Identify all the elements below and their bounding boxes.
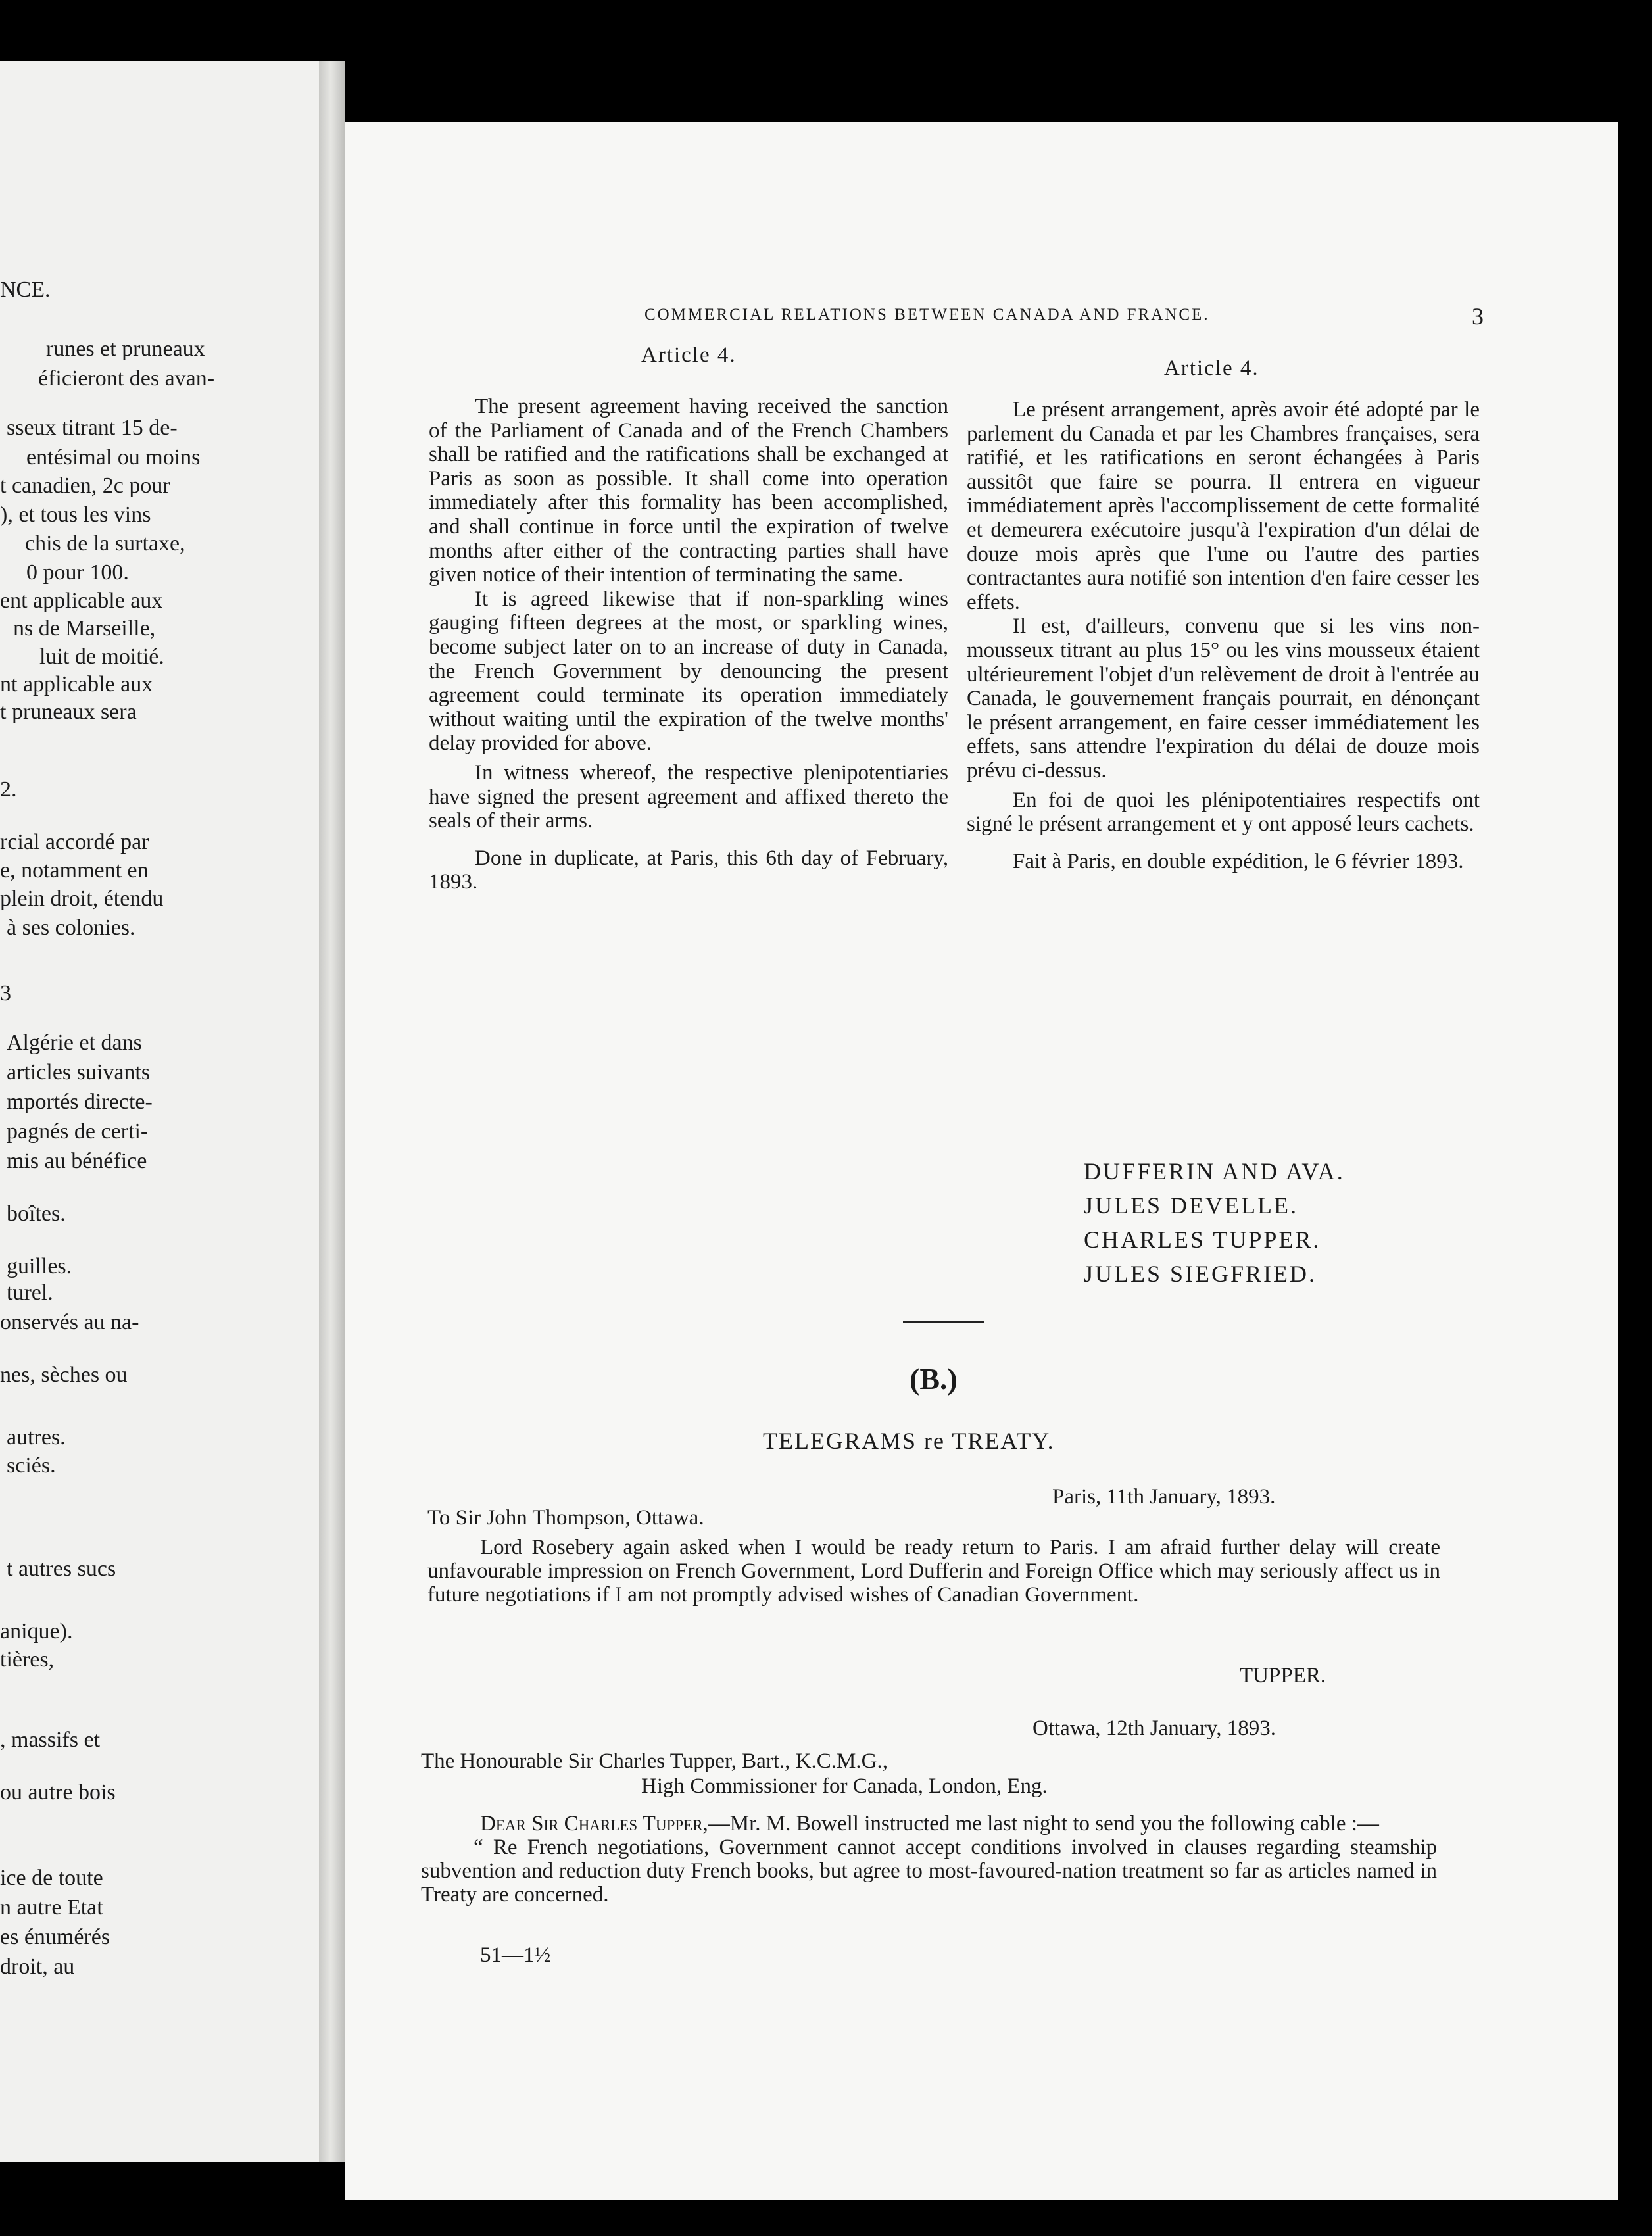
left-line: Algérie et dans xyxy=(7,1031,142,1055)
left-line: , massifs et xyxy=(0,1728,101,1752)
left-line: nt applicable aux xyxy=(0,672,153,696)
left-line: chis de la surtaxe, xyxy=(25,531,185,556)
english-paragraph: In witness whereof, the respective plenipotentiaries have signed the present agreement and affixed thereto the seals of their arms. xyxy=(429,760,948,833)
left-line: boîtes. xyxy=(7,1202,66,1226)
left-line: sciés. xyxy=(7,1453,56,1478)
section-label: (B.) xyxy=(910,1362,958,1396)
telegram-body-text: Lord Rosebery again asked when I would be ready return to Paris. I am afraid further delay will create unfavourable impression on French Government, Lord Dufferin and Foreign Office which may seriously affect us in future negotiations if I am not promptly advised wishes of Canadian Government. xyxy=(427,1536,1440,1607)
telegram-quote: “ Re French negotiations, Government cannot accept conditions involved in clauses regarding steamship subvention and reduction duty French books, but agree to most-favoured-nation treatment so far as articles named in Treaty are concerned. xyxy=(421,1835,1437,1907)
page-number: 3 xyxy=(1472,303,1484,329)
left-line: 3 xyxy=(0,981,11,1006)
left-line: mportés directe- xyxy=(7,1090,153,1114)
left-line: ), et tous les vins xyxy=(0,502,151,527)
telegram-dateline: Paris, 11th January, 1893. xyxy=(1052,1485,1276,1509)
telegram-body-text: —Mr. M. Bowell instructed me last night to send you the following cable :— xyxy=(708,1812,1379,1835)
signature-line: CHARLES TUPPER. xyxy=(1084,1227,1321,1253)
left-line: mis au bénéfice xyxy=(7,1149,147,1173)
left-line: ns de Marseille, xyxy=(13,616,156,641)
left-line: pagnés de certi- xyxy=(7,1119,149,1144)
french-paragraph: Le présent arrangement, après avoir été adopté par le parlement du Canada et par les Chambres françaises, sera ratifié, et les ratifications en seront échangées à Paris aussitôt que faire se pourra. Il entrera en vigueur immédiatement après l'accomplissement de cette formalité et demeurera exécutoire jusqu'à l'expiration d'un délai de douze mois après que l'une ou l'autre des parties contractantes aura notifié son intention d'en faire cesser les effets. xyxy=(967,398,1480,614)
telegram-addressee: The Honourable Sir Charles Tupper, Bart., K.C.M.G., xyxy=(421,1749,888,1773)
left-line: t canadien, 2c pour xyxy=(0,474,170,498)
left-line: autres. xyxy=(7,1425,66,1449)
previous-page-fragment xyxy=(0,61,319,2162)
left-line: 2. xyxy=(0,777,17,802)
section-title: TELEGRAMS re TREATY. xyxy=(763,1428,1055,1454)
telegram-addressee: To Sir John Thompson, Ottawa. xyxy=(427,1506,704,1530)
left-line: 0 pour 100. xyxy=(26,560,129,585)
left-line: ent applicable aux xyxy=(0,589,163,613)
left-line: à ses colonies. xyxy=(7,915,135,940)
left-line: sseux titrant 15 de- xyxy=(7,416,178,440)
signature-block xyxy=(1084,1154,1452,1291)
french-paragraph: Fait à Paris, en double expédition, le 6 février 1893. xyxy=(1013,849,1464,873)
left-line: n autre Etat xyxy=(0,1895,103,1920)
running-head: COMMERCIAL RELATIONS BETWEEN CANADA AND FRANCE. xyxy=(644,306,1210,324)
left-line: NCE. xyxy=(0,278,51,302)
left-line: anique). xyxy=(0,1619,73,1643)
left-line: plein droit, étendu xyxy=(0,887,164,911)
telegram-salutation: Dear Sir Charles Tupper, xyxy=(480,1812,708,1835)
section-divider xyxy=(903,1321,984,1323)
left-line: turel. xyxy=(7,1280,53,1305)
french-column xyxy=(967,398,1480,873)
telegram-signature: TUPPER. xyxy=(1240,1664,1326,1688)
left-line: es énumérés xyxy=(0,1925,110,1949)
english-paragraph: Done in duplicate, at Paris, this 6th day of February, 1893. xyxy=(429,846,948,894)
english-column xyxy=(429,395,948,894)
left-line: e, notamment en xyxy=(0,858,149,883)
signature-line: JULES DEVELLE. xyxy=(1084,1192,1298,1219)
left-line: onservés au na- xyxy=(0,1310,139,1334)
french-paragraph: Il est, d'ailleurs, convenu que si les vins non-mousseux titrant au plus 15° ou les vins mousseux étaient ultérieurement l'objet d'un relèvement de droit à l'entrée au Canada, le gouvernement français pourrait, en dénonçant le présent arrangement, en faire cesser immédiatement les effets, sans attendre l'expiration du délai de douze mois prévu ci-dessus. xyxy=(967,614,1480,783)
left-line: runes et pruneaux xyxy=(46,337,205,361)
telegram-body xyxy=(427,1536,1440,1607)
left-line: éficieront des avan- xyxy=(38,366,215,391)
left-line: luit de moitié. xyxy=(39,644,164,669)
telegram-dateline: Ottawa, 12th January, 1893. xyxy=(1032,1716,1276,1740)
english-paragraph: It is agreed likewise that if non-sparkling wines gauging fifteen degrees at the most, or sparkling wines, become subject later on to an increase of duty in Canada, the French Government by denouncing the present agreement could terminate its operation immediately without waiting until the expiration of the twelve months' delay provided for above. xyxy=(429,587,948,756)
left-line: t autres sucs xyxy=(7,1557,116,1581)
left-line: articles suivants xyxy=(7,1060,151,1084)
footer-signature: 51—1½ xyxy=(480,1943,551,1967)
english-article-heading: Article 4. xyxy=(641,343,737,367)
book-gutter xyxy=(319,61,345,2162)
telegram-body xyxy=(421,1812,1437,1907)
left-line: tières, xyxy=(0,1647,55,1672)
english-paragraph: The present agreement having received the sanction of the Parliament of Canada and of the French Chambers shall be ratified and the ratifications shall be exchanged at Paris as soon as possible. It shall come into operation immediately after this formality has been accomplished, and shall continue in force until the expiration of twelve months after either of the contracting parties shall have given notice of their intention of terminating the same. xyxy=(429,395,948,587)
left-line: nes, sèches ou xyxy=(0,1363,128,1387)
left-line: droit, au xyxy=(0,1955,75,1979)
left-line: entésimal ou moins xyxy=(26,445,201,470)
left-line: t pruneaux sera xyxy=(0,700,137,724)
left-line: guilles. xyxy=(7,1254,72,1278)
signature-line: JULES SIEGFRIED. xyxy=(1084,1261,1317,1287)
signature-line: DUFFERIN AND AVA. xyxy=(1084,1158,1345,1184)
left-line: ice de toute xyxy=(0,1866,103,1890)
french-paragraph: En foi de quoi les plénipotentiaires respectifs ont signé le présent arrangement et y ont apposé leurs cachets. xyxy=(967,788,1480,837)
left-line: ou autre bois xyxy=(0,1780,116,1805)
french-article-heading: Article 4. xyxy=(1164,356,1259,380)
left-line: rcial accordé par xyxy=(0,830,149,854)
telegram-addressee: High Commissioner for Canada, London, Eng. xyxy=(641,1774,1048,1798)
